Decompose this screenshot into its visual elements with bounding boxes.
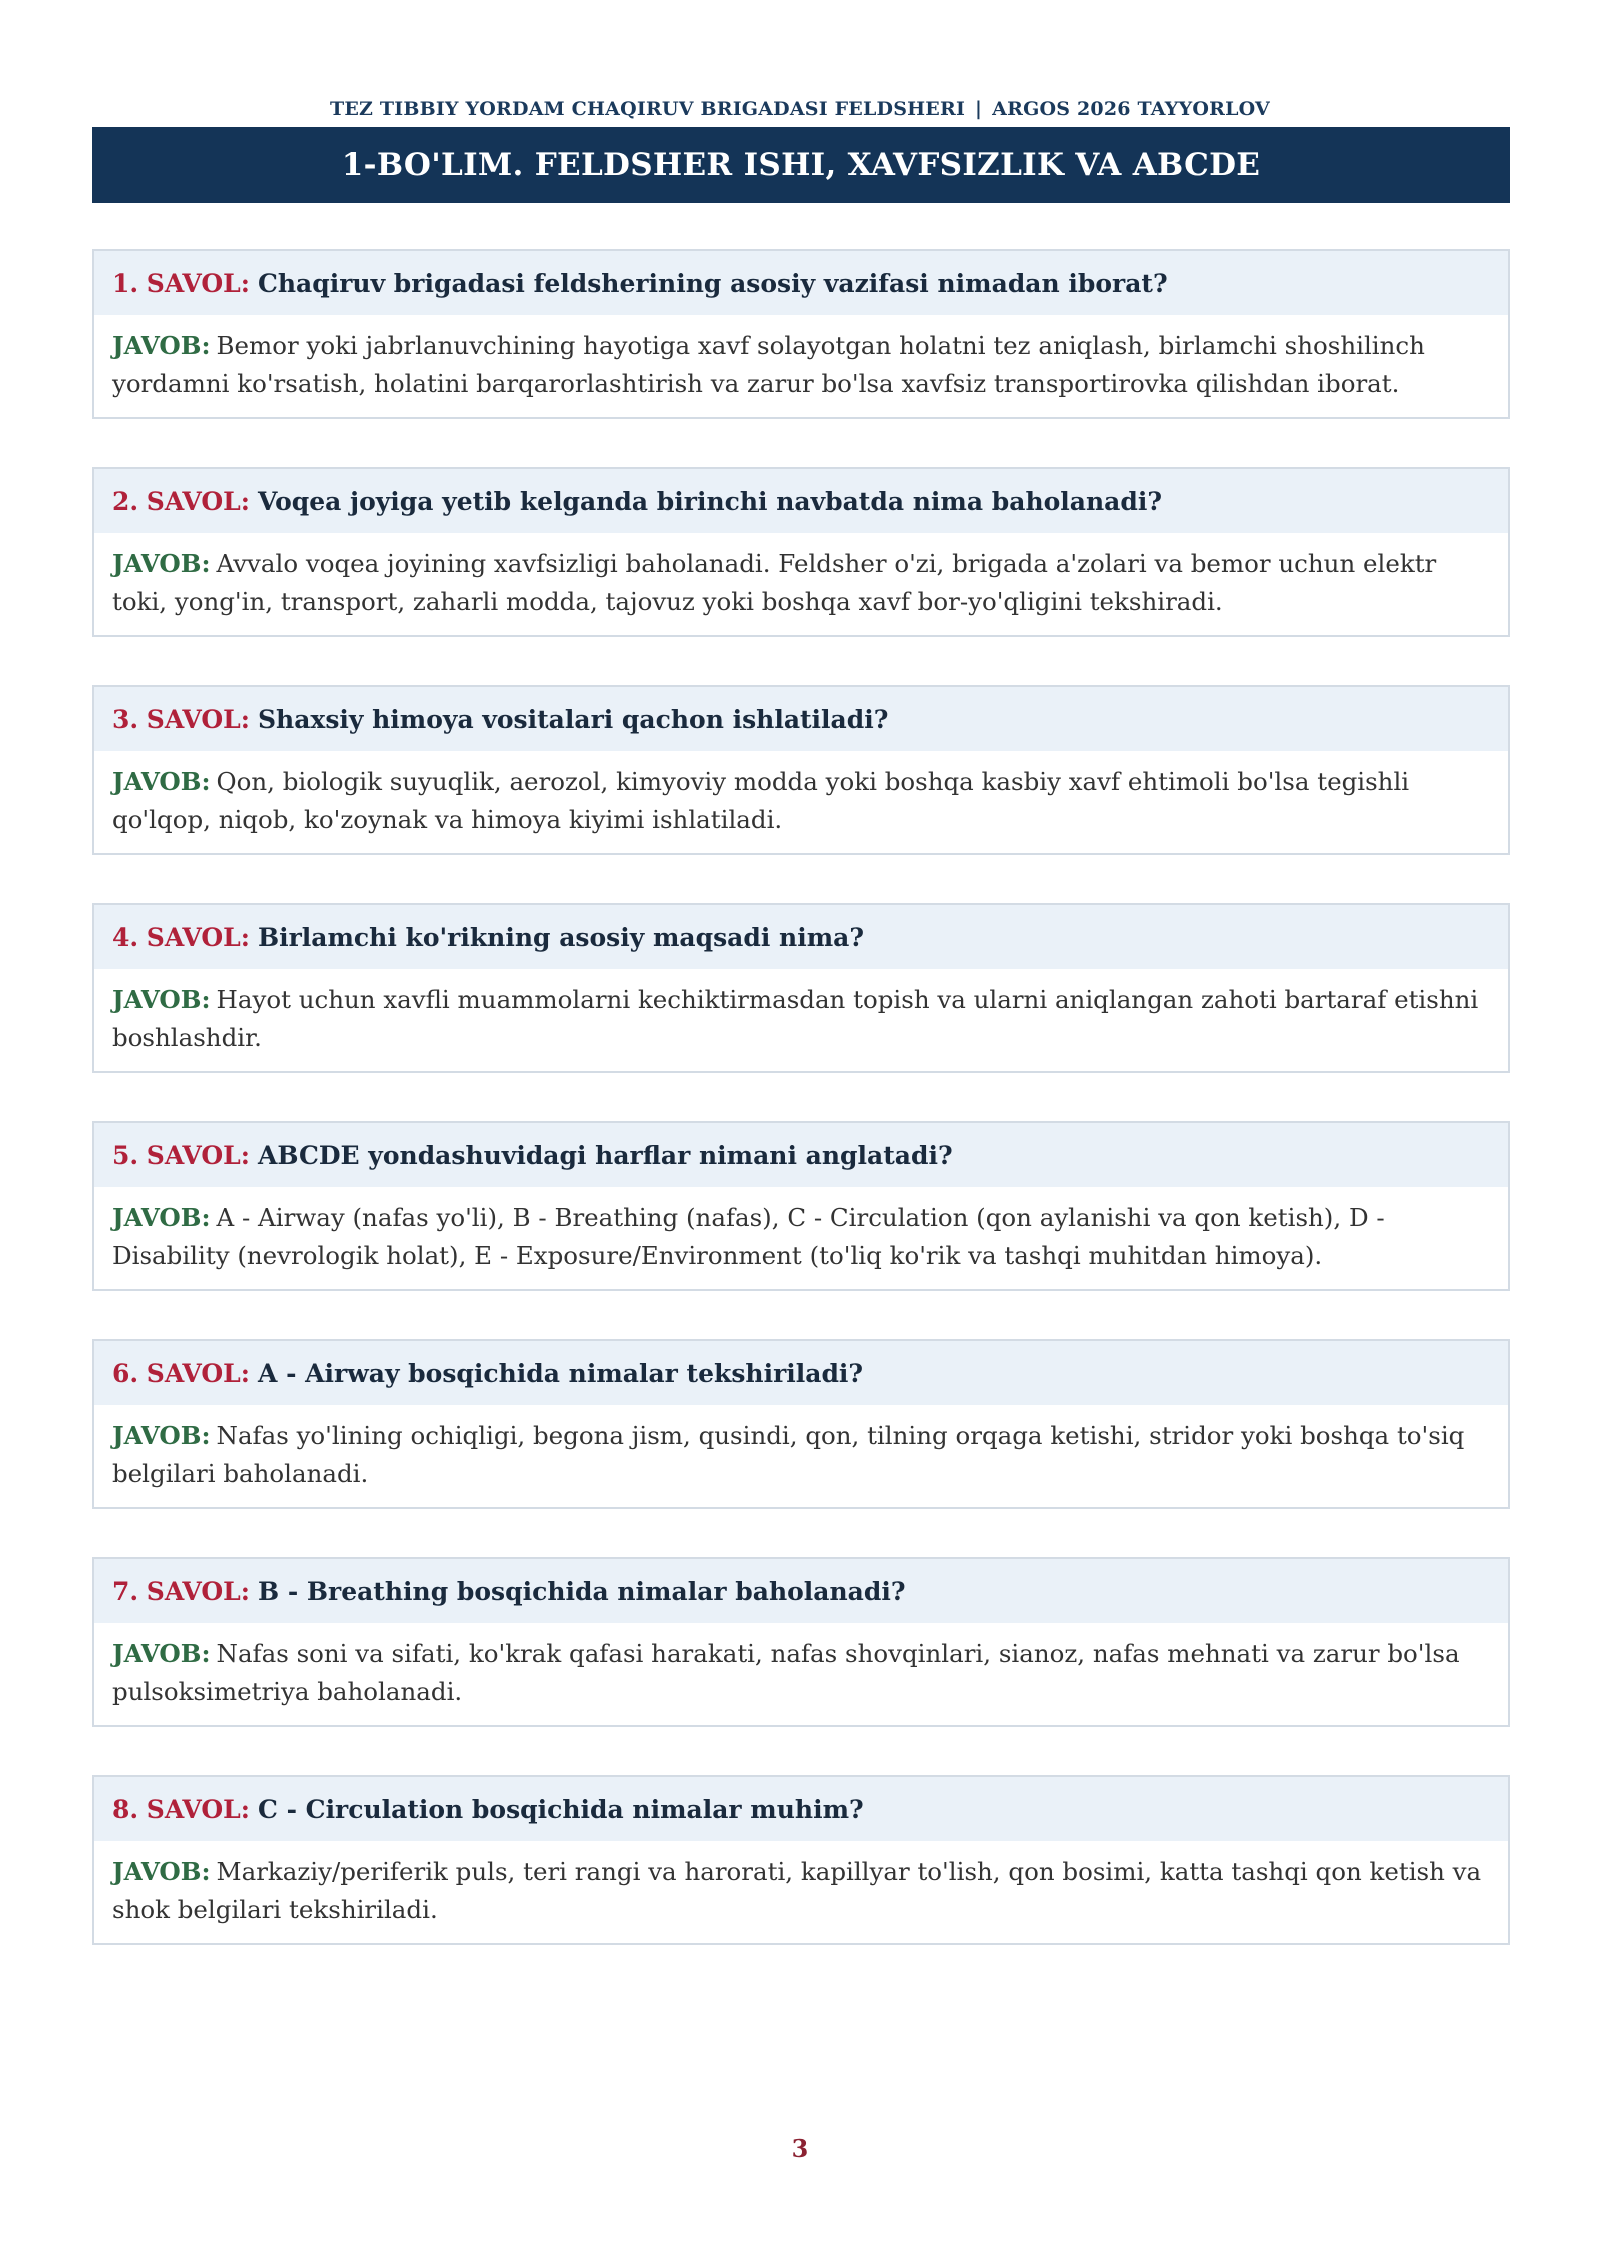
running-header-right: ARGOS 2026 TAYYORLOV bbox=[992, 98, 1270, 120]
section-title-banner bbox=[92, 127, 1510, 203]
answer-label: JAVOB: bbox=[112, 549, 211, 578]
question-text: Chaqiruv brigadasi feldsherining asosiy vazifasi nimadan iborat? bbox=[257, 268, 1168, 298]
question-text: Voqea joyiga yetib kelganda birinchi navbatda nima baholanadi? bbox=[257, 486, 1162, 516]
qa-card-2 bbox=[92, 467, 1510, 637]
question-number: 5. SAVOL: bbox=[112, 1140, 250, 1170]
qa-card-8 bbox=[92, 1775, 1510, 1945]
question-row bbox=[94, 1341, 1508, 1405]
answer-label: JAVOB: bbox=[112, 1639, 211, 1668]
question-row bbox=[94, 251, 1508, 315]
answer-block bbox=[94, 1841, 1508, 1929]
question-row bbox=[94, 469, 1508, 533]
question-text: Birlamchi ko'rikning asosiy maqsadi nima? bbox=[257, 922, 865, 952]
question-row bbox=[94, 1777, 1508, 1841]
qa-card-4 bbox=[92, 903, 1510, 1073]
question-text: Shaxsiy himoya vositalari qachon ishlatiladi? bbox=[257, 704, 889, 734]
page-number: 3 bbox=[791, 2134, 809, 2163]
answer-block bbox=[94, 1405, 1508, 1493]
question-row bbox=[94, 687, 1508, 751]
question-number: 6. SAVOL: bbox=[112, 1358, 250, 1388]
section-title: 1-BO'LIM. FELDSHER ISHI, XAVFSIZLIK VA ABCDE bbox=[341, 147, 1261, 183]
running-header bbox=[0, 98, 1600, 120]
answer-label: JAVOB: bbox=[112, 1203, 211, 1232]
answer-text: Nafas soni va sifati, ko'krak qafasi harakati, nafas shovqinlari, sianoz, nafas mehnati va zarur bo'lsa pulsoksimetriya baholanadi. bbox=[112, 1639, 1460, 1706]
question-number: 7. SAVOL: bbox=[112, 1576, 250, 1606]
qa-card-7 bbox=[92, 1557, 1510, 1727]
answer-block bbox=[94, 1623, 1508, 1711]
answer-block bbox=[94, 533, 1508, 621]
answer-block bbox=[94, 969, 1508, 1057]
answer-text: Qon, biologik suyuqlik, aerozol, kimyoviy modda yoki boshqa kasbiy xavf ehtimoli bo'lsa tegishli qo'lqop, niqob, ko'zoynak va himoya kiyimi ishlatiladi. bbox=[112, 767, 1410, 834]
question-number: 2. SAVOL: bbox=[112, 486, 250, 516]
question-text: A - Airway bosqichida nimalar tekshiriladi? bbox=[257, 1358, 864, 1388]
answer-text: A - Airway (nafas yo'li), B - Breathing (nafas), C - Circulation (qon aylanishi va qon ketish), D - Disability (nevrologik holat), E - Exposure/Environment (to'liq ko'rik va tashqi muhitdan himoya). bbox=[112, 1203, 1385, 1270]
running-header-separator: | bbox=[975, 98, 983, 120]
question-row bbox=[94, 905, 1508, 969]
answer-label: JAVOB: bbox=[112, 767, 211, 796]
qa-card-6 bbox=[92, 1339, 1510, 1509]
question-number: 8. SAVOL: bbox=[112, 1794, 250, 1824]
answer-text: Nafas yo'lining ochiqligi, begona jism, qusindi, qon, tilning orqaga ketishi, stridor yoki boshqa to'siq belgilari baholanadi. bbox=[112, 1421, 1465, 1488]
question-number: 4. SAVOL: bbox=[112, 922, 250, 952]
question-text: C - Circulation bosqichida nimalar muhim? bbox=[257, 1794, 864, 1824]
answer-label: JAVOB: bbox=[112, 331, 211, 360]
answer-label: JAVOB: bbox=[112, 1857, 211, 1886]
question-text: B - Breathing bosqichida nimalar baholanadi? bbox=[257, 1576, 906, 1606]
qa-card-5 bbox=[92, 1121, 1510, 1291]
answer-label: JAVOB: bbox=[112, 1421, 211, 1450]
answer-text: Bemor yoki jabrlanuvchining hayotiga xavf solayotgan holatni tez aniqlash, birlamchi shoshilinch yordamni ko'rsatish, holatini barqarorlashtirish va zarur bo'lsa xavfsiz transportirovka qilishdan iborat. bbox=[112, 331, 1425, 398]
running-header-left: TEZ TIBBIY YORDAM CHAQIRUV BRIGADASI FELDSHERI bbox=[330, 98, 966, 120]
qa-card-1 bbox=[92, 249, 1510, 419]
qa-list bbox=[92, 249, 1510, 1993]
question-text: ABCDE yondashuvidagi harflar nimani anglatadi? bbox=[257, 1140, 953, 1170]
question-number: 3. SAVOL: bbox=[112, 704, 250, 734]
answer-text: Markaziy/periferik puls, teri rangi va harorati, kapillyar to'lish, qon bosimi, katta tashqi qon ketish va shok belgilari tekshiriladi. bbox=[112, 1857, 1482, 1924]
question-number: 1. SAVOL: bbox=[112, 268, 250, 298]
answer-label: JAVOB: bbox=[112, 985, 211, 1014]
question-row bbox=[94, 1123, 1508, 1187]
answer-block bbox=[94, 315, 1508, 403]
answer-text: Hayot uchun xavfli muammolarni kechiktirmasdan topish va ularni aniqlangan zahoti bartaraf etishni boshlashdir. bbox=[112, 985, 1479, 1052]
qa-card-3 bbox=[92, 685, 1510, 855]
answer-block bbox=[94, 1187, 1508, 1275]
question-row bbox=[94, 1559, 1508, 1623]
answer-text: Avvalo voqea joyining xavfsizligi baholanadi. Feldsher o'zi, brigada a'zolari va bemor uchun elektr toki, yong'in, transport, zaharli modda, tajovuz yoki boshqa xavf bor-yo'qligini tekshiradi. bbox=[112, 549, 1437, 616]
answer-block bbox=[94, 751, 1508, 839]
